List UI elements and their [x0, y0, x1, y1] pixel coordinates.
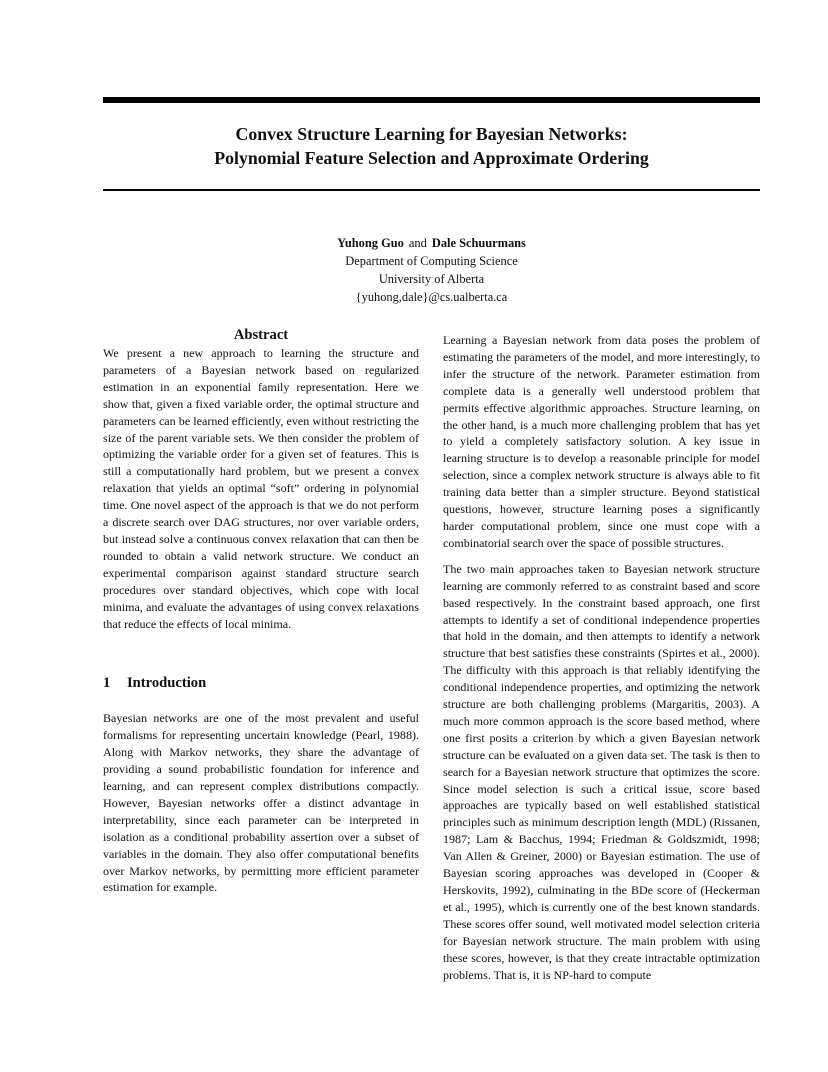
- author-department: Department of Computing Science: [345, 254, 518, 268]
- abstract-heading: Abstract: [233, 327, 289, 343]
- paragraph-gap: [443, 552, 760, 561]
- right-column: [443, 332, 760, 983]
- author-name-2: Dale Schuurmans: [431, 236, 526, 250]
- section-title: Introduction: [127, 675, 207, 692]
- author-block: [103, 234, 760, 306]
- title-line-2: Polynomial Feature Selection and Approximate Ordering: [214, 148, 649, 168]
- author-email: {yuhong,dale}@cs.ualberta.ca: [355, 290, 508, 304]
- section-heading: [103, 673, 419, 693]
- top-rule: [103, 97, 760, 103]
- body-paragraph-1: Learning a Bayesian network from data poses the problem of estimating the parameters of the model, and more interestingly, to infer the structure of the network. Parameter estimation from complete data is a generally well understood problem that permits effective algorithmic approaches. Structure learning, on the other hand, is a much more challenging problem that has yet to yield a completely satisfactory solution. A key issue in learning structure is to develop a reasonable principle for model selection, since a complex network structure is always able to fit training data better than a simpler structure. Beyond statistical questions, however, structure learning poses a significantly harder computational problem, since one must cope with a combinatorial search over the space of possible structures.: [443, 333, 760, 550]
- title-bottom-rule: [103, 189, 760, 191]
- title-line-1: Convex Structure Learning for Bayesian Networks:: [235, 124, 628, 144]
- author-name-1: Yuhong Guo: [337, 236, 404, 250]
- author-conjunction: and: [408, 236, 427, 250]
- abstract-text: We present a new approach to learning the structure and parameters of a Bayesian network based on regularized estimation in an exponential family representation. Here we show that, given a fixed variable order, the optimal structure and parameters can be learned efficiently, even without restricting the size of the parent variable sets. We then consider the problem of optimizing the variable order for a given set of features. This is still a computationally hard problem, but we present a convex relaxation that yields an optimal “soft” ordering in polynomial time. One novel aspect of the approach is that we do not perform a discrete search over DAG structures, nor over variable orders, but instead solve a continuous convex relaxation that can then be rounded to obtain a valid network structure. We conduct an experimental comparison against standard structure search procedures over standard objectives, which cope with local minima, and evaluate the advantages of using convex relaxations that reduce the effects of local minima.: [103, 346, 419, 631]
- intro-paragraph-1: Bayesian networks are one of the most prevalent and useful formalisms for representing uncertain knowledge (Pearl, 1988). Along with Markov networks, they share the advantage of providing a sound probabilistic foundation for inference and learning, and can represent complex distributions compactly. However, Bayesian networks offer a distinct advantage in interpretability, since each parameter can be interpreted in isolation as a conditional probability assertion over a subset of variables in the domain. They also offer computational benefits over Markov networks, by permitting more efficient parameter estimation for example.: [103, 711, 419, 895]
- left-column: [103, 325, 419, 896]
- author-names: [103, 234, 760, 252]
- author-university: University of Alberta: [378, 272, 485, 286]
- body-paragraph-2: The two main approaches taken to Bayesian network structure learning are commonly referred to as constraint based and score based respectively. In the constraint based approach, one first attempts to identify a set of conditional independence properties that hold in the domain, and then attempts to identify a network structure that best satisfies these constraints (Spirtes et al., 2000). The difficulty with this approach is that reliably identifying the conditional independence properties, and optimizing the network structure are both challenging problems (Margaritis, 2003). A much more common approach is the score based method, where one first posits a criterion by which a given Bayesian network structure can be evaluated on a given data set. The task is then to search for a Bayesian network structure that optimizes the score. Since model selection is such a critical issue, score based approaches are typically based on well established statistical principles such as minimum description length (MDL) (Rissanen, 1987; Lam & Bacchus, 1994; Friedman & Goldszmidt, 1998; Van Allen & Greiner, 2000) or Bayesian estimation. The use of Bayesian scoring approaches was developed in (Cooper & Herskovits, 1992), culminating in the BDe score of (Heckerman et al., 1995), which is currently one of the best known standards. These scores offer sound, well motivated model selection criteria for Bayesian network structure. The main problem with using these scores, however, is that they create intractable optimization problems. That is, it is NP-hard to compute: [443, 561, 760, 982]
- section-number: 1: [103, 675, 111, 692]
- paper-title: [103, 122, 760, 170]
